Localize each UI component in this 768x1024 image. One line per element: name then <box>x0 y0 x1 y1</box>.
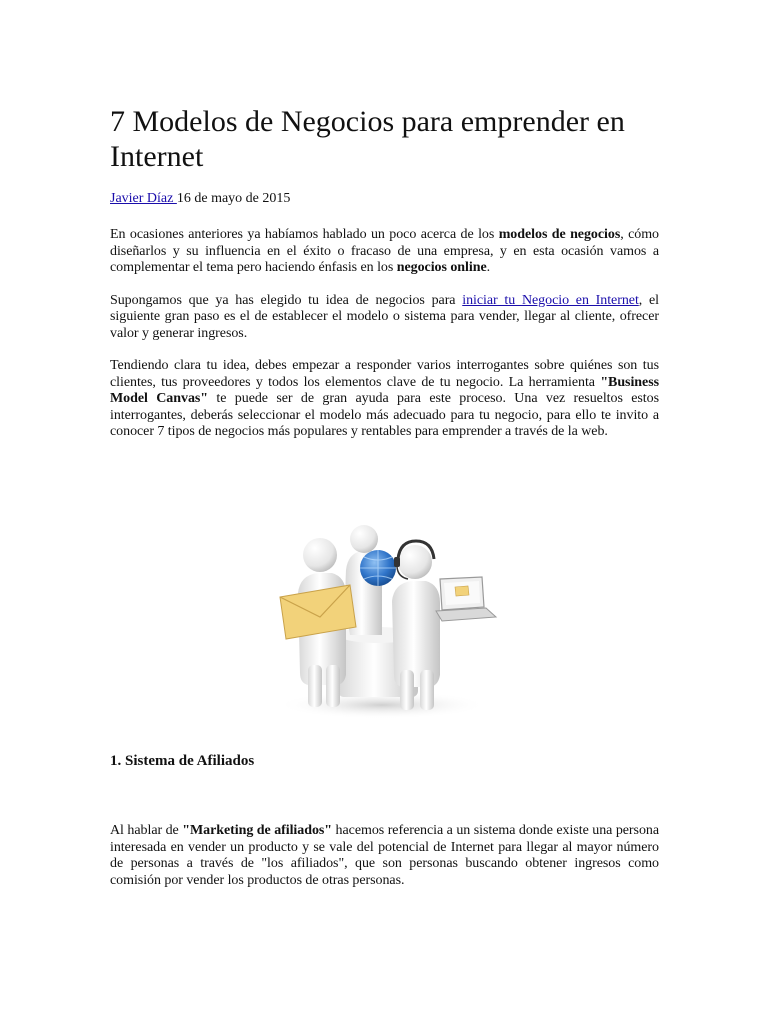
text-run: Al hablar de <box>110 823 183 838</box>
globe <box>360 550 396 586</box>
text-run: . <box>486 260 491 275</box>
article-illustration <box>270 515 500 720</box>
text-run: Supongamos que ya has elegido tu idea de negocios para <box>110 292 463 308</box>
page-title: 7 Modelos de Negocios para emprender en Internet <box>110 105 625 173</box>
bold-text: modelos de negocios <box>498 227 621 242</box>
bold-text: "Marketing de afiliados" <box>182 823 333 838</box>
bold-text: "Business Model Canvas" <box>110 374 659 406</box>
right-figure <box>392 541 440 710</box>
inline-link[interactable]: iniciar tu Negocio en Internet <box>462 292 639 308</box>
article <box>110 104 659 441</box>
text-run: , cómo diseñarlos y su influencia en el éxito o fracaso de una empresa, y en esta ocasión vamos a complementar el tema pero haciendo énfasis en los <box>110 227 660 275</box>
author-link[interactable]: Javier Díaz <box>110 191 177 206</box>
paragraph-canvas <box>110 358 659 441</box>
bold-text: negocios online <box>396 260 487 275</box>
publish-date: 16 de mayo de 2015 <box>176 191 291 206</box>
business-people-illustration <box>270 515 500 720</box>
text-run: Tendiendo clara tu idea, debes empezar a responder varios interrogantes sobre quiénes son tus clientes, tus proveedores y todos los elementos clave de tu negocio. La herramienta <box>110 358 659 390</box>
laptop-icon <box>436 577 496 621</box>
section-heading-afiliados: 1. Sistema de Afiliados <box>110 753 255 769</box>
text-run: te puede ser de gran ayuda para este proceso. Una vez resueltos estos interrogantes, deberás seleccionar el modelo más adecuado para tu negocio, para ello te invito a conocer 7 tipos de negocios más populares y rentables para emprender a través de la web. <box>110 391 659 439</box>
paragraph-intro <box>110 227 659 277</box>
text-run: , el siguiente gran paso es el de establecer el modelo o sistema para vender, llegar al cliente, ofrecer valor y generar ingresos. <box>110 292 659 341</box>
text-run: En ocasiones anteriores ya habíamos hablado un poco acerca de los <box>110 227 499 242</box>
byline <box>110 190 659 208</box>
paragraph-afiliados <box>110 823 659 889</box>
paragraph-idea <box>110 293 659 343</box>
text-run: hacemos referencia a un sistema donde existe una persona interesada en vender un producto y se vale del potencial de Internet para llegar al mayor número de personas a través de "los afiliados", que son personas buscando obtener ingresos como comisión por vender los productos de otras personas. <box>110 823 660 888</box>
